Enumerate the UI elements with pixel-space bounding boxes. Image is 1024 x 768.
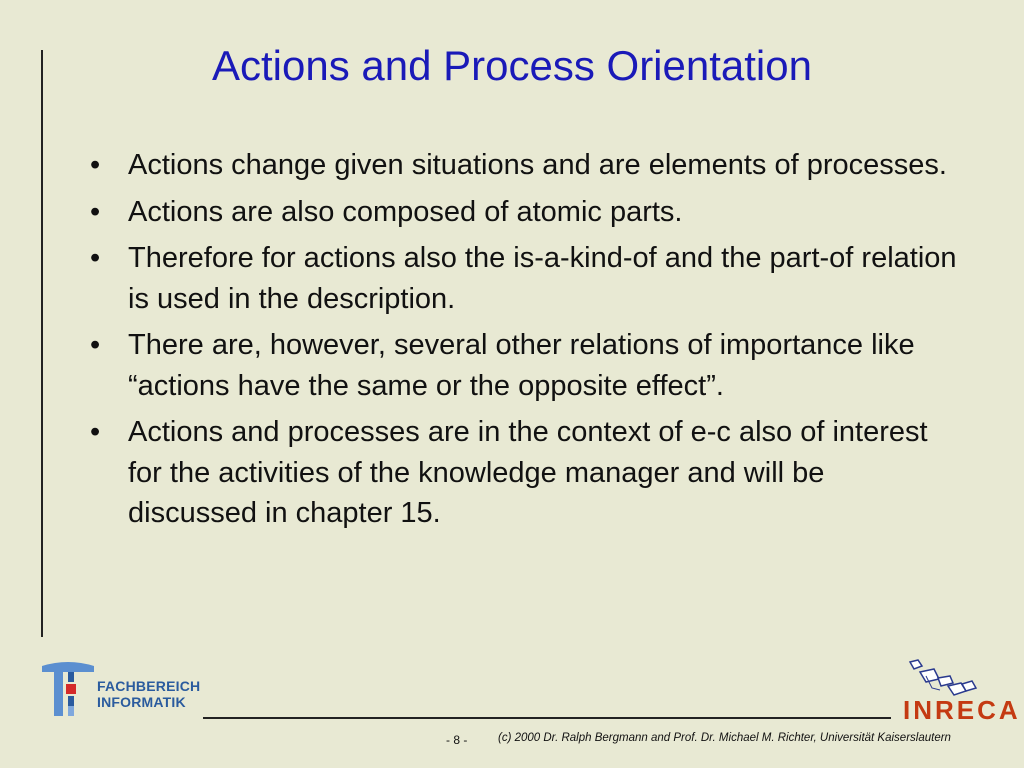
bullet-item [90, 192, 960, 233]
bullet-text: Actions and processes are in the context of e-c also of interest for the activities of the knowledge manager and will be discussed in chapter 15. [128, 416, 928, 529]
fachbereich-line1: FACHBEREICH [97, 678, 201, 694]
inreca-wordmark: INRECA [903, 695, 1021, 725]
bullet-dot: • [90, 149, 101, 181]
bullet-dot: • [90, 329, 101, 361]
bullet-dot: • [90, 416, 101, 448]
fachbereich-text [97, 678, 200, 710]
bullet-list [90, 145, 960, 540]
bullet-item [90, 238, 960, 319]
slide-title: Actions and Process Orientation [212, 42, 812, 89]
bullet-item [90, 145, 960, 186]
bullet-text: There are, however, several other relations of importance like “actions have the same or the opposite effect”. [128, 329, 915, 402]
page-number: - 8 - [446, 733, 468, 747]
bullet-dot: • [90, 195, 101, 228]
pillar-icon [40, 660, 98, 718]
copyright-notice: (c) 2000 Dr. Ralph Bergmann and Prof. Dr. Michael M. Richter, Universität Kaiserslautern [498, 732, 951, 744]
fachbereich-informatik-logo [40, 660, 200, 718]
fachbereich-line2: INFORMATIK [97, 694, 186, 710]
bullet-text: Actions change given situations and are elements of processes. [128, 149, 947, 181]
bullet-item [90, 325, 960, 406]
footer-rule [203, 717, 891, 719]
inreca-logo [900, 658, 1022, 725]
left-vertical-rule [41, 50, 43, 637]
bullet-text: Therefore for actions also the is-a-kind-of and the part-of relation is used in the description. [128, 242, 957, 315]
bullet-text: Actions are also composed of atomic parts. [128, 195, 683, 228]
bullet-item [90, 412, 960, 534]
bullet-dot: • [90, 242, 101, 274]
